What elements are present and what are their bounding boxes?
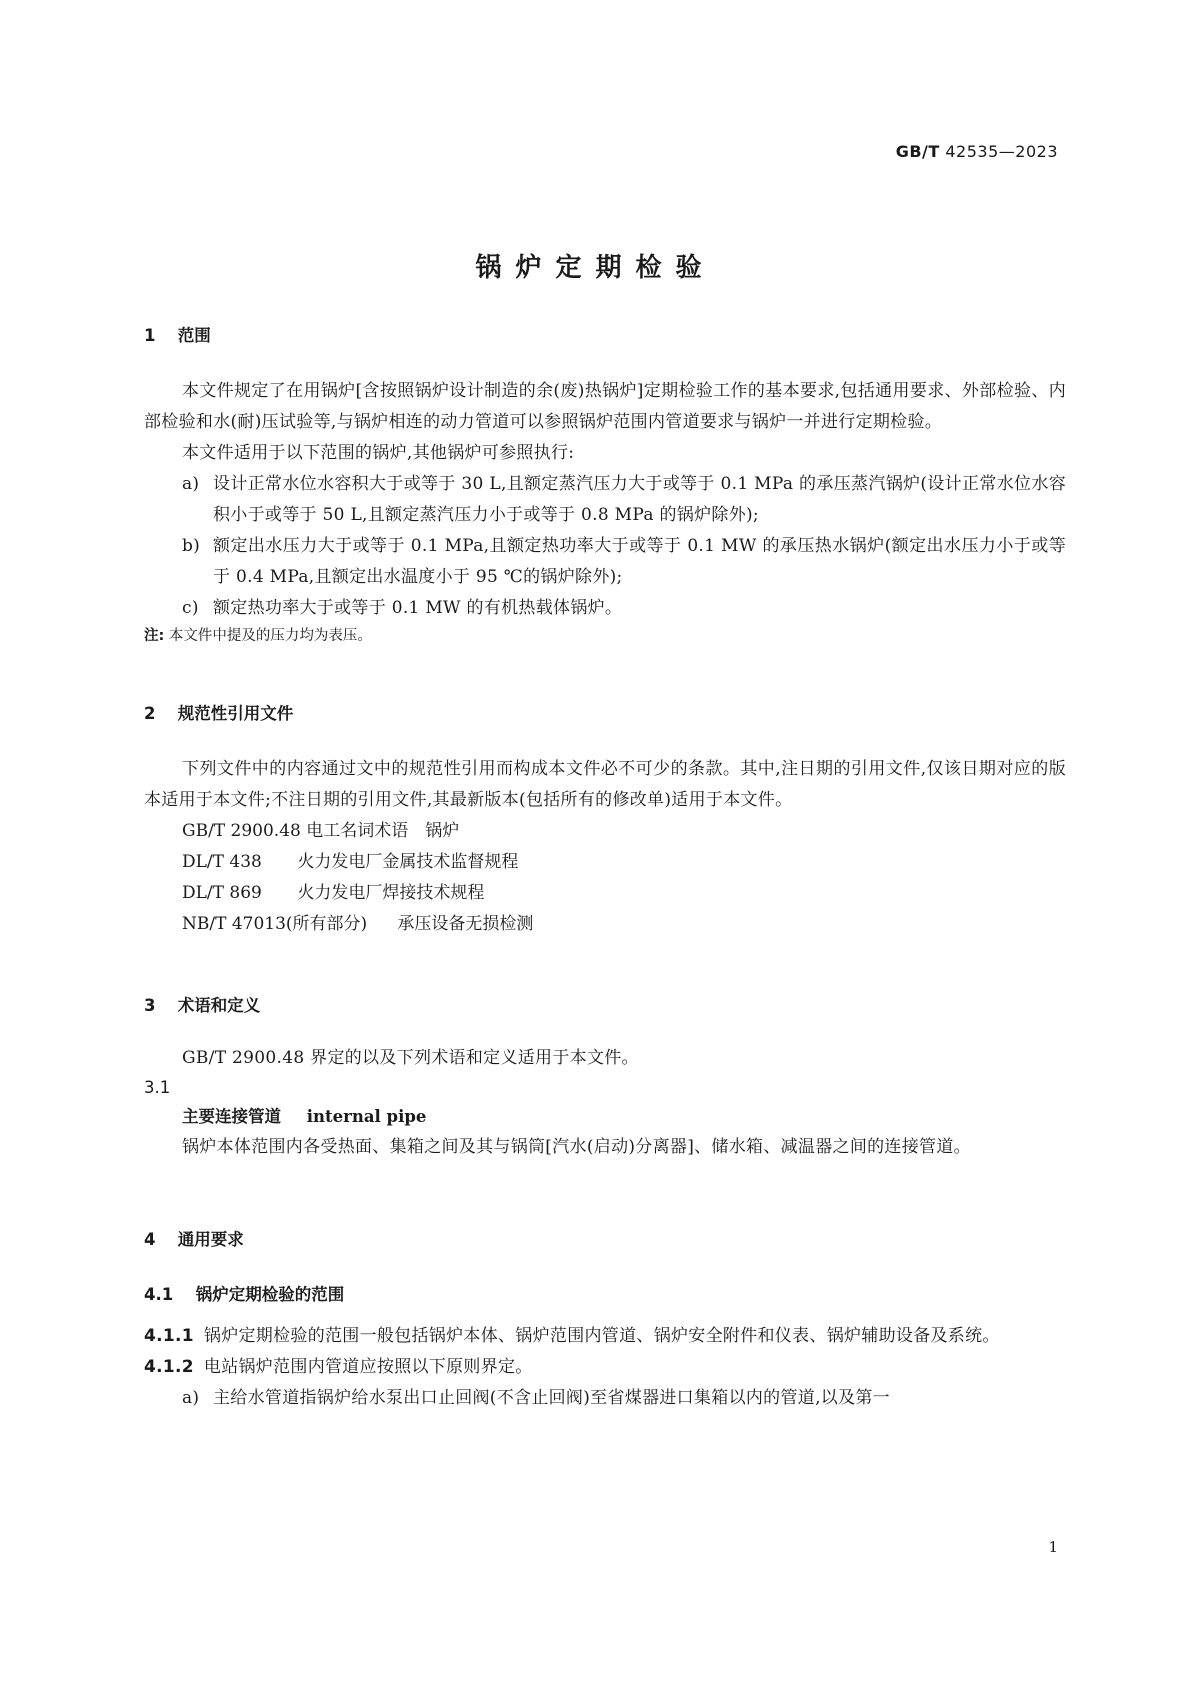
- section-1-body: [144, 376, 1066, 648]
- reference-item: [144, 878, 1066, 909]
- note-text: 本文件中提及的压力均为表压。: [168, 628, 372, 644]
- section-1-heading: [144, 322, 1066, 346]
- term-number: 3.1: [144, 1078, 171, 1097]
- note: [144, 624, 1066, 648]
- list-marker: b): [182, 536, 201, 556]
- subsection-title: 锅炉定期检验的范围: [195, 1285, 345, 1304]
- section-title: 通用要求: [177, 1230, 244, 1249]
- term-chinese: 主要连接管道: [182, 1107, 281, 1126]
- clause: [144, 1321, 1066, 1352]
- list-marker: a): [182, 1388, 200, 1408]
- reference-code: DL/T 869: [182, 883, 262, 903]
- section-4-body: [144, 1321, 1066, 1414]
- list-item: [144, 1383, 1066, 1414]
- reference-code: DL/T 438: [182, 852, 262, 872]
- section-number: 2: [144, 704, 156, 723]
- list-item-text: 设计正常水位水容积大于或等于 30 L,且额定蒸汽压力大于或等于 0.1 MPa 的承压蒸汽锅炉(设计正常水位水容积小于或等于 50 L,且额定蒸汽压力小于或等于 0.8 MPa 的锅炉除外);: [213, 474, 1066, 525]
- clause-text: 锅炉定期检验的范围一般包括锅炉本体、锅炉范围内管道、锅炉安全附件和仪表、锅炉辅助设备及系统。: [203, 1326, 1000, 1346]
- standard-code: 42535—2023: [945, 142, 1058, 161]
- reference-code: NB/T 47013(所有部分): [182, 914, 368, 934]
- list-item: [144, 469, 1066, 531]
- list-item-text: 额定热功率大于或等于 0.1 MW 的有机热载体锅炉。: [213, 598, 623, 618]
- section-number: 1: [144, 326, 156, 345]
- reference-item: [144, 909, 1066, 940]
- paragraph: GB/T 2900.48 界定的以及下列术语和定义适用于本文件。: [182, 1048, 639, 1068]
- reference-title: 承压设备无损检测: [397, 914, 534, 934]
- subsection-4-1-heading: [144, 1281, 1066, 1305]
- reference-title: 火力发电厂金属技术监督规程: [297, 852, 519, 872]
- list-item: [144, 593, 1066, 624]
- clause-number: 4.1.2: [144, 1357, 194, 1377]
- note-label: 注:: [144, 628, 165, 644]
- section-title: 术语和定义: [177, 996, 261, 1015]
- clause-text: 电站锅炉范围内管道应按照以下原则界定。: [203, 1357, 533, 1377]
- section-2-heading: [144, 700, 1066, 724]
- section-3-heading: [144, 992, 1066, 1016]
- clause: [144, 1352, 1066, 1383]
- term-entry: [144, 1102, 1066, 1132]
- reference-title: 火力发电厂焊接技术规程: [297, 883, 485, 903]
- section-number: 3: [144, 996, 156, 1015]
- reference-item: [144, 816, 1066, 847]
- standard-number: [896, 142, 1058, 161]
- paragraph: 本文件适用于以下范围的锅炉,其他锅炉可参照执行:: [182, 443, 575, 463]
- reference-title: 电工名词术语 锅炉: [306, 821, 460, 841]
- clause-number: 4.1.1: [144, 1326, 194, 1346]
- list-marker: a): [182, 474, 200, 494]
- section-4-heading: [144, 1226, 1066, 1250]
- reference-code: GB/T 2900.48: [182, 821, 301, 841]
- section-title: 规范性引用文件: [177, 704, 294, 723]
- list-item-text: 额定出水压力大于或等于 0.1 MPa,且额定热功率大于或等于 0.1 MW 的承压热水锅炉(额定出水压力小于或等于 0.4 MPa,且额定出水温度小于 95 ℃的锅炉除外);: [213, 536, 1066, 587]
- document-title: 锅炉定期检验: [475, 253, 716, 283]
- page-number: 1: [1048, 1538, 1058, 1556]
- term-definition: 锅炉本体范围内各受热面、集箱之间及其与锅筒[汽水(启动)分离器]、储水箱、减温器之间的连接管道。: [182, 1137, 971, 1157]
- subsection-number: 4.1: [144, 1285, 174, 1304]
- section-3-body: [144, 1043, 1066, 1163]
- paragraph: 本文件规定了在用锅炉[含按照锅炉设计制造的余(废)热锅炉]定期检验工作的基本要求,包括通用要求、外部检验、内部检验和水(耐)压试验等,与锅炉相连的动力管道可以参照锅炉范围内管道要求与锅炉一并进行定期检验。: [144, 381, 1066, 432]
- list-marker: c): [182, 598, 199, 618]
- list-item: [144, 531, 1066, 593]
- list-item-text: 主给水管道指锅炉给水泵出口止回阀(不含止回阀)至省煤器进口集箱以内的管道,以及第一: [213, 1388, 890, 1408]
- paragraph: 下列文件中的内容通过文中的规范性引用而构成本文件必不可少的条款。其中,注日期的引用文件,仅该日期对应的版本适用于本文件;不注日期的引用文件,其最新版本(包括所有的修改单)适用于本文件。: [144, 759, 1066, 810]
- reference-item: [144, 847, 1066, 878]
- section-number: 4: [144, 1230, 156, 1249]
- standard-prefix: GB/T: [895, 142, 940, 161]
- term-english: internal pipe: [306, 1107, 427, 1126]
- section-2-body: [144, 754, 1066, 940]
- section-title: 范围: [177, 326, 211, 345]
